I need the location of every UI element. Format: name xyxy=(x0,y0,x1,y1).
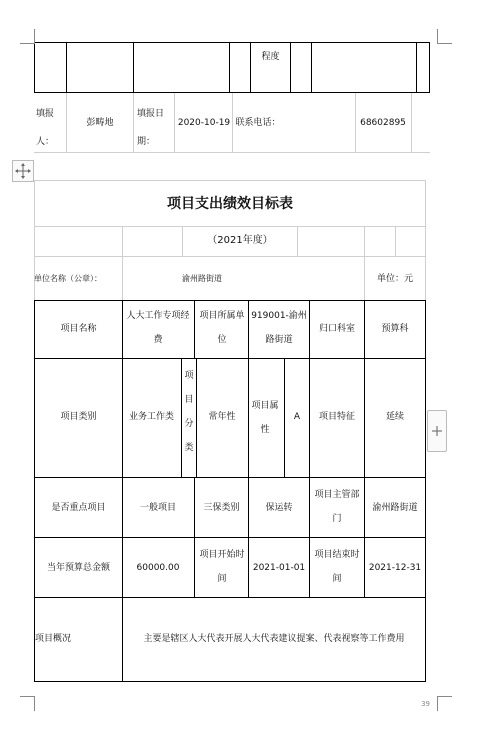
add-column-button[interactable] xyxy=(427,410,447,452)
plus-icon xyxy=(428,411,446,451)
form-title: 项目支出绩效目标表 xyxy=(167,196,293,212)
unit-label: 单位名称（公章）： xyxy=(34,274,102,283)
degree-label: 程度 xyxy=(261,52,280,62)
page-corner-mark xyxy=(437,29,452,44)
budget-value: 60000.00 xyxy=(136,563,180,573)
unit-value: 渝州路街道 xyxy=(182,274,222,283)
key-project-value: 一般项目 xyxy=(139,503,176,513)
fill-date-value: 2020-10-19 xyxy=(177,118,231,128)
project-name-value: 人大工作专项经费 xyxy=(126,311,190,345)
page-corner-mark xyxy=(20,29,35,44)
table-move-handle[interactable] xyxy=(12,160,34,182)
end-label: 项目结束时间 xyxy=(314,550,360,584)
start-label: 项目开始时间 xyxy=(199,550,245,584)
category-label: 项目分类 xyxy=(184,371,194,453)
form-year: （2021年度） xyxy=(207,235,273,246)
page-number: 39 xyxy=(421,700,430,708)
guarantee-label: 三保类别 xyxy=(203,503,240,513)
move-icon xyxy=(13,161,33,181)
dept-label: 归口科室 xyxy=(318,324,355,334)
dept-value: 预算科 xyxy=(381,324,409,334)
key-project-label: 是否重点项目 xyxy=(51,503,106,513)
filler-value: 彭畴地 xyxy=(86,118,114,128)
feature-value: 延续 xyxy=(385,412,404,422)
type-value: 业务工作类 xyxy=(128,412,174,422)
start-value: 2021-01-01 xyxy=(252,563,306,573)
overview-label: 项目概况 xyxy=(35,634,72,644)
manager-label: 项目主管部门 xyxy=(314,490,360,524)
contact-label: 联系电话： xyxy=(235,118,281,128)
unit-measure: 单位：元 xyxy=(376,274,413,284)
filler-label: 填报人： xyxy=(36,109,55,147)
category-value: 常年性 xyxy=(208,412,236,422)
manager-value: 渝州路街道 xyxy=(372,503,418,513)
feature-label: 项目特征 xyxy=(318,412,355,422)
end-value: 2021-12-31 xyxy=(368,563,422,573)
guarantee-value: 保运转 xyxy=(265,503,293,513)
type-label: 项目类别 xyxy=(60,412,97,422)
budget-label: 当年预算总金额 xyxy=(46,563,110,573)
fill-date-label: 填报日期： xyxy=(137,109,165,147)
project-name-label: 项目名称 xyxy=(60,324,97,334)
project-unit-value: 919001-渝州路街道 xyxy=(251,311,307,345)
contact-value: 68602895 xyxy=(360,118,406,128)
project-unit-label: 项目所属单位 xyxy=(199,311,245,345)
attr-label: 项目属性 xyxy=(251,401,279,435)
overview-value: 主要是辖区人大代表开展人大代表建议提案、代表视察等工作费用 xyxy=(143,634,405,644)
page-corner-mark xyxy=(437,696,452,711)
attr-value: A xyxy=(293,412,301,422)
page-corner-mark xyxy=(20,696,35,711)
